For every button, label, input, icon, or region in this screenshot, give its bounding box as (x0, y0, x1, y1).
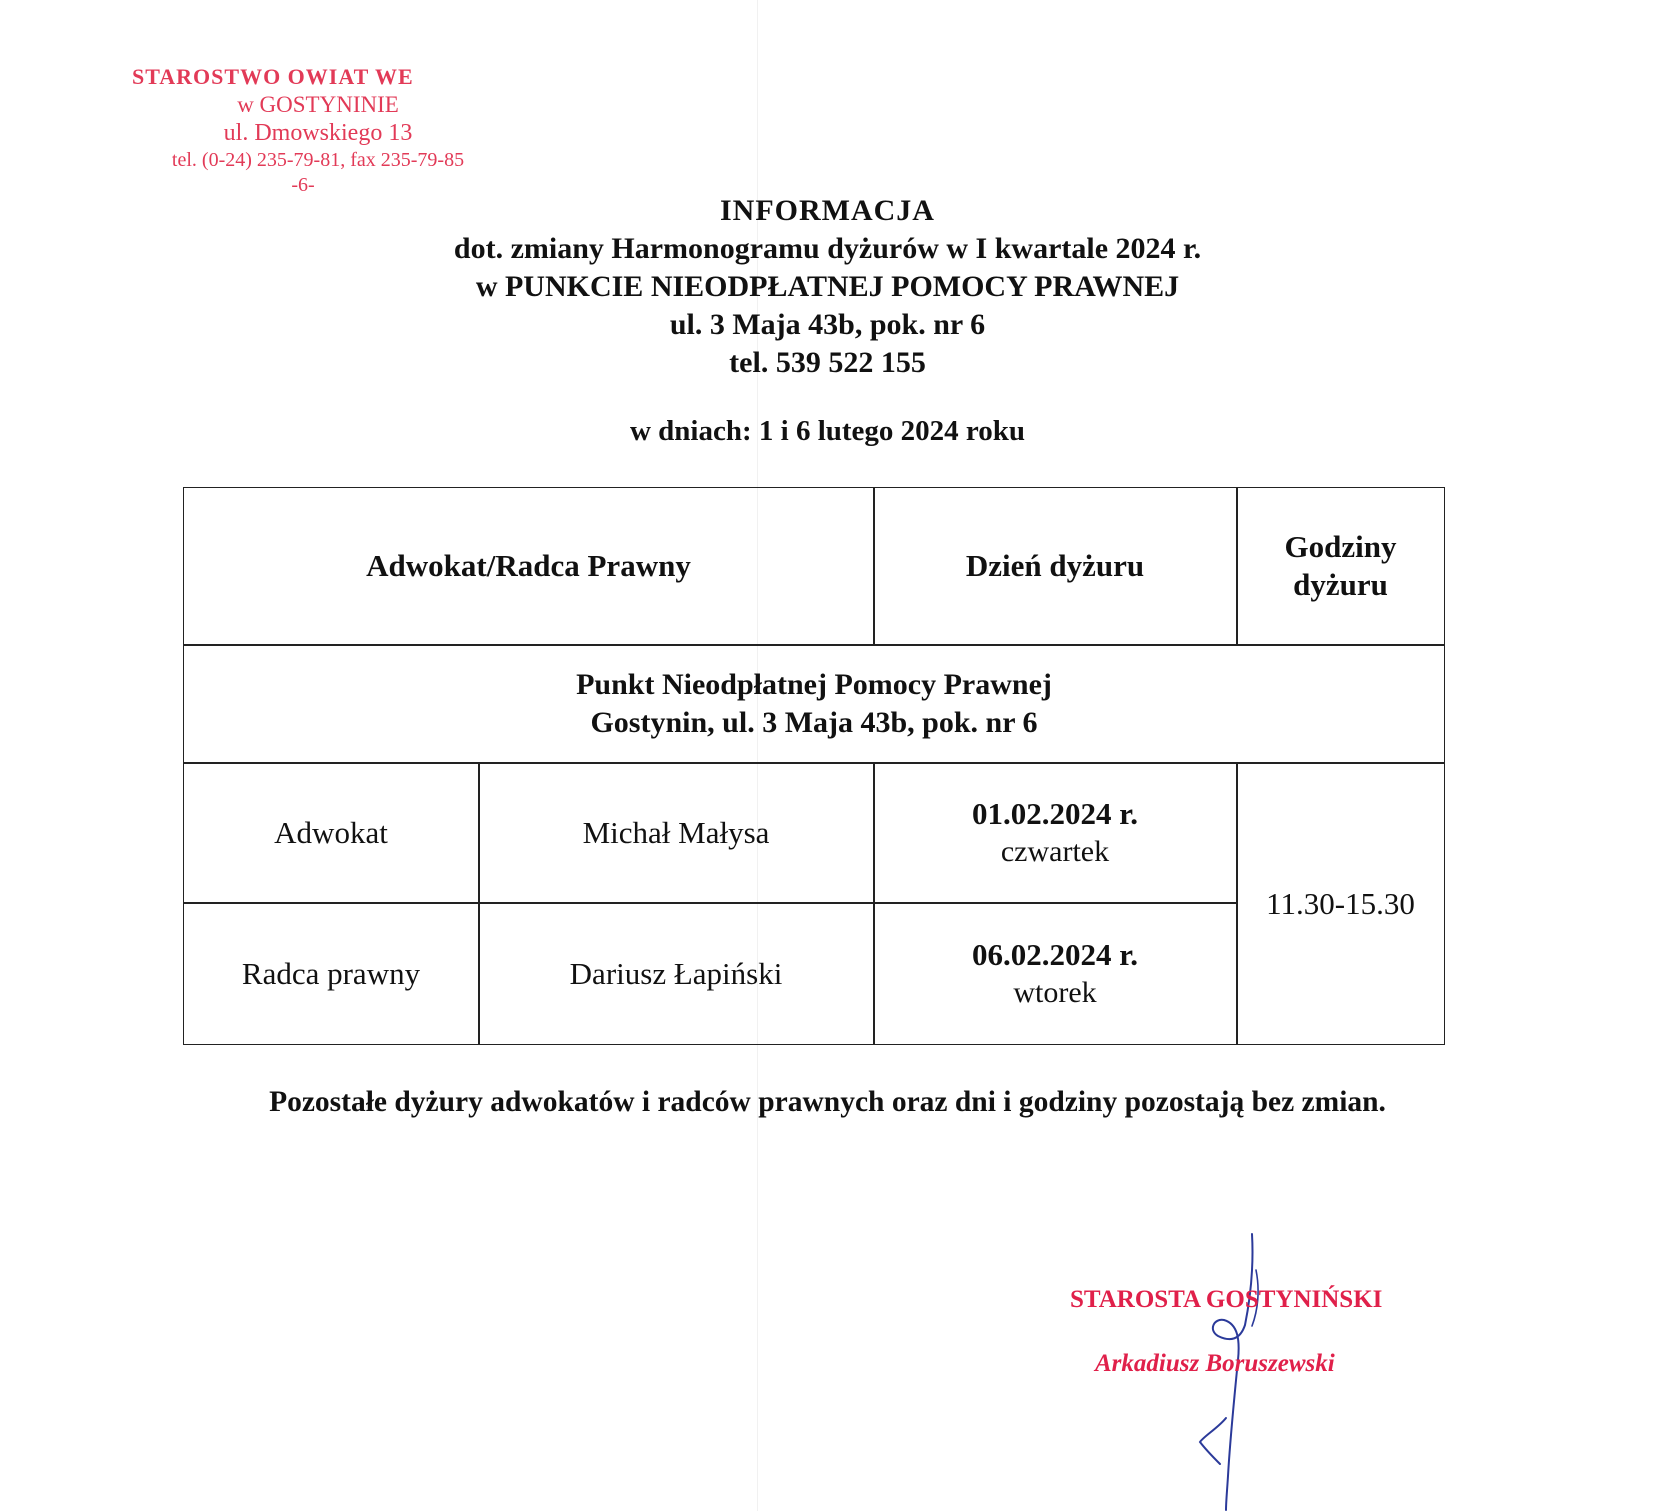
stamp-line-2: w GOSTYNINIE (237, 91, 399, 117)
weekday-text: wtorek (1013, 975, 1097, 1009)
header-hours-line-2: dyżuru (1293, 567, 1388, 602)
header-lawyer (184, 488, 873, 644)
role-text: Radca prawny (241, 955, 421, 991)
table-cell-date (874, 763, 1236, 902)
office-stamp (128, 64, 508, 197)
stamp-line-4: tel. (0-24) 235-79-81, fax 235-79-85 (171, 149, 465, 172)
stamp-line-1: STAROSTWO OWIAT WE (132, 64, 414, 89)
hours-text: 11.30-15.30 (1266, 885, 1415, 921)
heading-dates: w dniach: 1 i 6 lutego 2024 roku (629, 415, 1026, 447)
header-hours (1237, 488, 1444, 644)
table-cell-date (874, 903, 1236, 1044)
table-cell-name (479, 763, 873, 902)
weekday-text: czwartek (1000, 834, 1110, 868)
date-text: 06.02.2024 r. (972, 936, 1138, 972)
header-day-label: Dzień dyżuru (965, 548, 1145, 583)
heading-address: ul. 3 Maja 43b, pok. nr 6 (669, 308, 986, 341)
header-day (874, 488, 1236, 644)
footer-note: Pozostałe dyżury adwokatów i radców prawnych oraz dni i godziny pozostają bez zmian. (269, 1086, 1386, 1118)
signatory-name: Arkadiusz Boruszewski (1095, 1350, 1335, 1377)
date-text: 01.02.2024 r. (972, 795, 1138, 831)
location-line-2: Gostynin, ul. 3 Maja 43b, pok. nr 6 (590, 705, 1038, 739)
table-cell-name (479, 903, 873, 1044)
table-cell-role (184, 903, 478, 1044)
document-title: INFORMACJA (720, 194, 935, 227)
header-lawyer-label: Adwokat/Radca Prawny (366, 548, 691, 583)
signatory-title: STAROSTA GOSTYNIŃSKI (1070, 1286, 1383, 1313)
role-text: Adwokat (274, 814, 388, 850)
document-heading (0, 192, 1655, 382)
stamp-line-5: -6- (291, 173, 315, 196)
heading-phone: tel. 539 522 155 (729, 346, 926, 379)
heading-place: w PUNKCIE NIEODPŁATNEJ POMOCY PRAWNEJ (475, 270, 1180, 303)
table-cell-role (184, 763, 478, 902)
stamp-line-3: ul. Dmowskiego 13 (223, 119, 413, 146)
header-hours-line-1: Godziny (1284, 529, 1397, 564)
location-row (184, 645, 1444, 762)
heading-subject: dot. zmiany Harmonogramu dyżurów w I kwartale 2024 r. (453, 232, 1202, 265)
schedule-table (183, 487, 1445, 1045)
name-text: Michał Małysa (582, 814, 770, 850)
name-text: Dariusz Łapiński (569, 955, 783, 991)
table-cell-hours (1237, 763, 1444, 1044)
location-line-1: Punkt Nieodpłatnej Pomocy Prawnej (576, 667, 1052, 701)
